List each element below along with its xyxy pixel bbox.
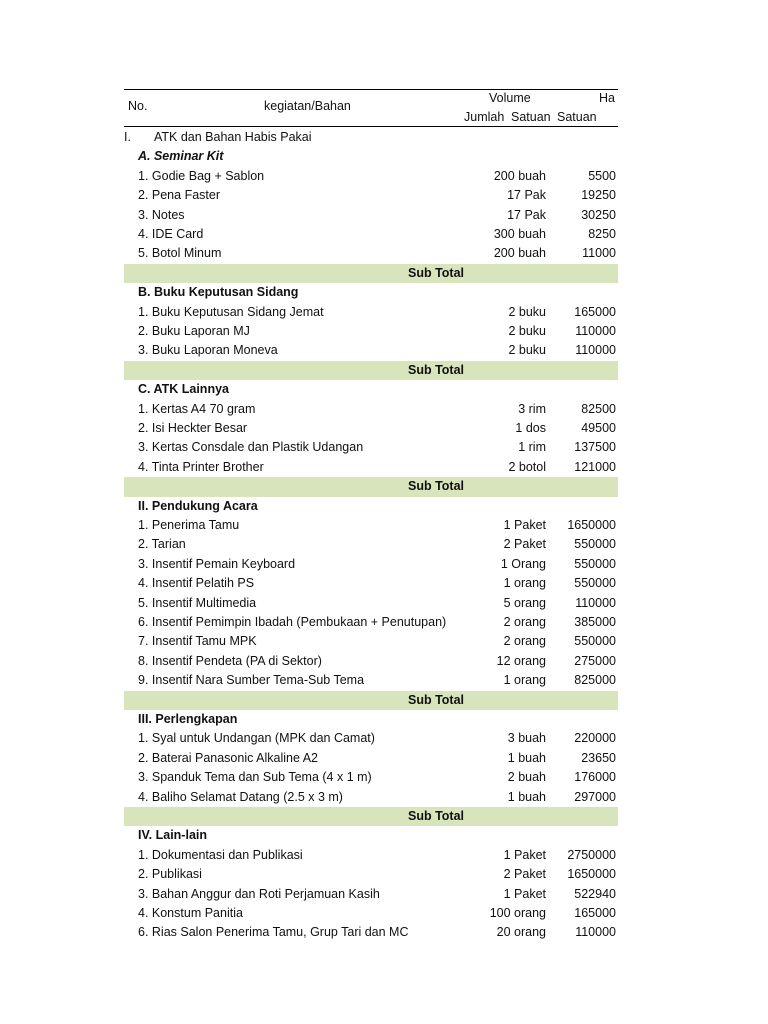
item-volume: 17 Pak [507,207,546,222]
item-unit-price: 110000 [575,324,616,338]
item-unit-price: 550000 [574,634,616,649]
item-volume: 1 buah [507,750,546,765]
table-row [124,865,618,884]
item-volume: 2 Paket [503,867,546,882]
subtotal-row [124,807,618,826]
item-unit-price: 5500 [588,168,616,183]
header-satuan-harga: Satuan [557,110,597,124]
subtotal-label: Sub Total [407,265,464,280]
table-row [124,613,618,632]
item-volume: 2 botol [508,459,546,474]
item-volume: 1 rim [518,440,546,455]
group-label: III. Perlengkapan [138,712,238,726]
table-row [124,244,618,263]
item-volume: 20 orang [496,925,546,940]
item-label: 3. Kertas Consdale dan Plastik Udangan [138,440,364,455]
item-unit-price: 165000 [574,304,616,319]
item-unit-price: 550000 [574,537,616,552]
table-row [124,419,618,438]
item-label: 2. Publikasi [138,867,202,882]
item-label: 1. Dokumentasi dan Publikasi [138,847,303,862]
item-unit-price: 19250 [581,188,616,203]
item-label: 3. Insentif Pemain Keyboard [138,556,296,571]
group-label: IV. Lain-lain [138,828,208,843]
header-volume: Volume [489,91,531,105]
item-volume: 1 Orang [500,556,546,571]
subtotal-label: Sub Total [407,809,464,823]
header-jumlah: Jumlah [464,110,505,124]
item-label: 8. Insentif Pendeta (PA di Sektor) [138,653,322,668]
table-row [124,594,618,613]
table-row [124,574,618,593]
table-row [124,729,618,748]
item-unit-price: 297000 [574,789,616,804]
item-unit-price: 550000 [574,576,616,591]
table-row [124,652,618,671]
table-row [124,186,618,205]
table-row [124,322,618,341]
item-volume: 1 orang [503,576,546,591]
item-volume: 5 orang [503,595,546,610]
table-row [124,768,618,787]
item-label: 4. Konstum Panitia [138,906,243,920]
subtotal-row [124,361,618,380]
subtotal-row [124,691,618,710]
item-label: 4. Tinta Printer Brother [138,459,264,474]
table-row [124,400,618,419]
item-unit-price: 165000 [574,906,616,920]
header-bottom-border [124,126,618,127]
item-volume: 1 Paket [503,886,546,901]
group-label: C. ATK Lainnya [138,382,229,397]
table-row [124,167,618,186]
item-volume: 3 buah [507,731,546,746]
item-label: 3. Spanduk Tema dan Sub Tema (4 x 1 m) [138,770,372,785]
item-label: 2. Baterai Panasonic Alkaline A2 [138,750,318,765]
table-row [124,535,618,554]
group-row [124,710,618,729]
item-unit-price: 110000 [575,343,616,358]
item-volume: 2 orang [503,634,546,649]
item-unit-price: 220000 [574,731,616,746]
item-unit-price: 385000 [574,615,616,629]
table-row [124,749,618,768]
item-label: 2. Isi Heckter Besar [138,421,248,435]
table-row [124,846,618,865]
item-label: 1. Penerima Tamu [138,518,240,532]
item-unit-price: 176000 [574,770,616,785]
group-row [124,147,618,166]
item-label: 3. Bahan Anggur dan Roti Perjamuan Kasih [138,886,380,901]
item-unit-price: 30250 [581,207,616,222]
item-label: 2. Buku Laporan MJ [138,324,250,338]
section-label: ATK dan Bahan Habis Pakai [154,130,312,144]
section-row [124,128,618,147]
item-unit-price: 110000 [575,595,616,610]
item-label: 4. IDE Card [138,227,204,241]
item-label: 2. Pena Faster [138,188,220,203]
table-row [124,458,618,477]
table-row [124,438,618,457]
header-harga: Ha [599,91,615,105]
table-row [124,516,618,535]
header-top-border [124,89,618,90]
section-number: I. [124,130,131,144]
item-volume: 200 buah [493,168,546,183]
item-unit-price: 1650000 [567,867,616,882]
group-label: II. Pendukung Acara [138,498,258,513]
item-unit-price: 2750000 [567,847,616,862]
item-volume: 12 orang [496,653,546,668]
item-label: 9. Insentif Nara Sumber Tema-Sub Tema [138,673,365,688]
item-volume: 1 Paket [503,518,546,532]
table-row [124,206,618,225]
item-label: 3. Buku Laporan Moneva [138,343,278,358]
item-unit-price: 522940 [574,886,616,901]
item-label: 6. Insentif Pemimpin Ibadah (Pembukaan + Penutupan) [138,615,447,629]
item-volume: 2 buku [508,304,546,319]
group-row [124,497,618,516]
table-row [124,788,618,807]
item-volume: 17 Pak [507,188,546,203]
item-label: 1. Syal untuk Undangan (MPK dan Camat) [138,731,375,746]
item-volume: 200 buah [493,246,546,261]
item-label: 5. Insentif Multimedia [138,595,257,610]
item-label: 6. Rias Salon Penerima Tamu, Grup Tari dan MC [138,925,409,940]
item-label: 1. Kertas A4 70 gram [138,401,256,416]
header-no: No. [128,99,148,113]
item-volume: 1 orang [503,673,546,688]
subtotal-label: Sub Total [407,362,464,377]
table-row [124,303,618,322]
table-row [124,341,618,360]
item-unit-price: 8250 [588,227,616,241]
header-satuan: Satuan [511,110,551,124]
table-row [124,671,618,690]
item-volume: 2 orang [503,615,546,629]
item-label: 2. Tarian [138,537,186,552]
subtotal-label: Sub Total [407,692,464,707]
subtotal-row [124,477,618,496]
header-kegiatan: kegiatan/Bahan [264,99,351,113]
item-label: 1. Buku Keputusan Sidang Jemat [138,304,324,319]
item-volume: 1 buah [507,789,546,804]
item-unit-price: 825000 [574,673,616,688]
item-unit-price: 137500 [574,440,616,455]
table-row [124,923,618,942]
subtotal-label: Sub Total [407,479,464,494]
item-volume: 2 buku [508,343,546,358]
item-label: 7. Insentif Tamu MPK [138,634,257,649]
item-unit-price: 550000 [574,556,616,571]
group-label: B. Buku Keputusan Sidang [138,285,299,300]
item-volume: 100 orang [489,906,546,920]
item-label: 3. Notes [138,207,185,222]
table-row [124,225,618,244]
item-unit-price: 110000 [575,925,616,940]
item-label: 1. Godie Bag + Sablon [138,168,265,183]
item-unit-price: 11000 [582,246,616,261]
item-unit-price: 1650000 [567,518,616,532]
table-row [124,904,618,923]
item-unit-price: 121000 [574,459,616,474]
group-row [124,826,618,845]
subtotal-row [124,264,618,283]
table-row [124,885,618,904]
item-volume: 3 rim [518,401,546,416]
item-volume: 1 Paket [503,847,546,862]
item-volume: 2 buah [507,770,546,785]
item-unit-price: 275000 [574,653,616,668]
item-volume: 2 buku [508,324,546,338]
table-row [124,632,618,651]
item-volume: 300 buah [493,227,546,241]
group-row [124,283,618,302]
item-label: 4. Baliho Selamat Datang (2.5 x 3 m) [138,789,343,804]
group-label: A. Seminar Kit [138,149,224,164]
item-unit-price: 82500 [581,401,616,416]
item-unit-price: 23650 [581,750,616,765]
item-volume: 2 Paket [503,537,546,552]
group-row [124,380,618,399]
item-unit-price: 49500 [581,421,616,435]
table-row [124,555,618,574]
item-label: 5. Botol Minum [138,246,222,261]
item-label: 4. Insentif Pelatih PS [138,576,255,591]
item-volume: 1 dos [515,421,546,435]
